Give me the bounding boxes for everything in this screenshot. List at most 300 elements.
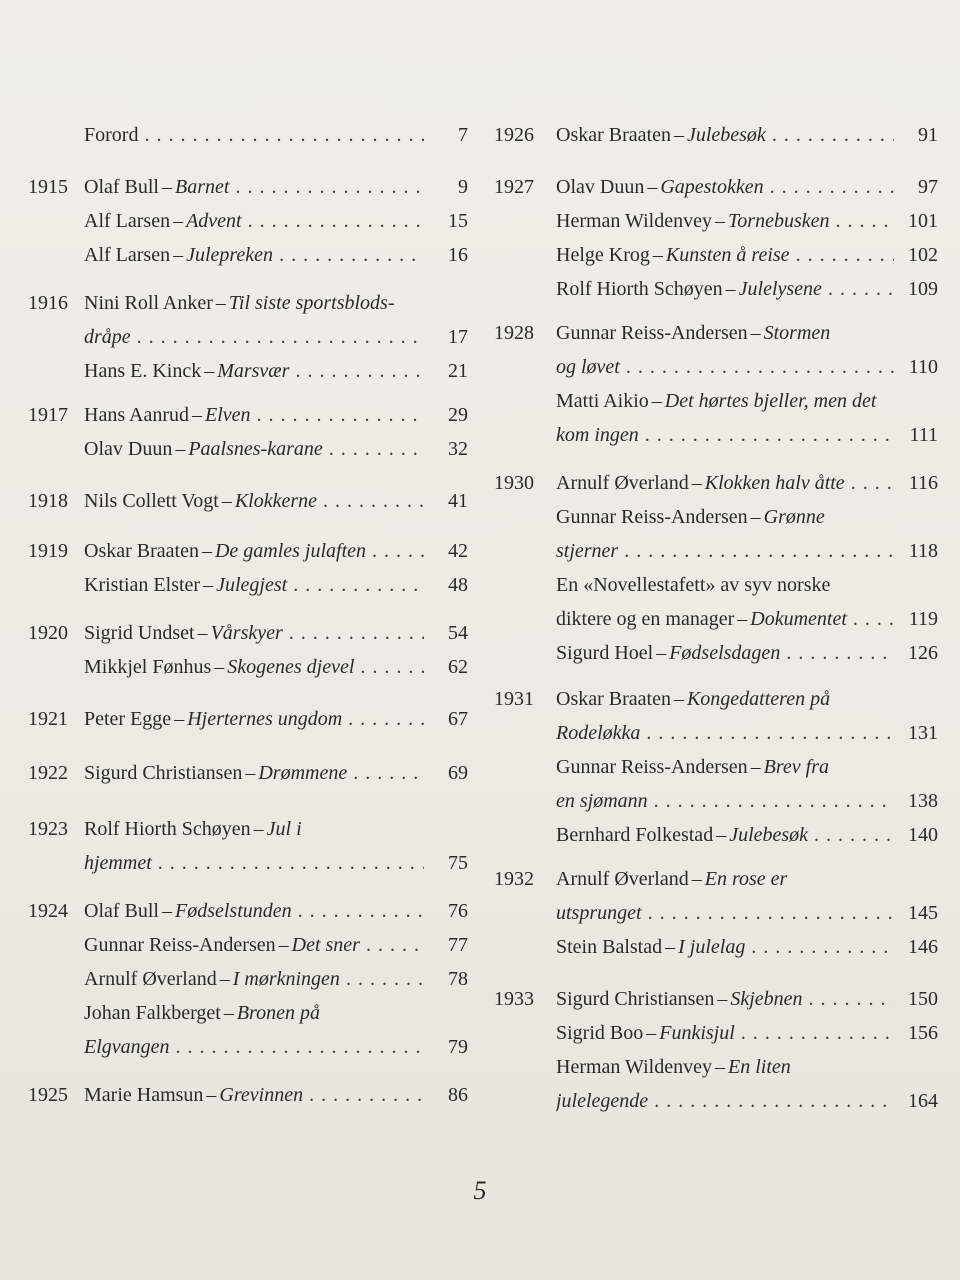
dot-leader: [273, 238, 424, 272]
entry-author: Forord: [84, 124, 139, 146]
toc-entry[interactable]: [84, 1078, 468, 1112]
entry-author: Olav Duun: [84, 438, 173, 460]
entry-page-number: 86: [448, 1084, 468, 1106]
entry-line: [84, 1078, 468, 1112]
entry-title: Julebesøk: [729, 824, 809, 846]
entry-title: Rodeløkka: [556, 722, 641, 744]
dot-leader: [648, 1084, 894, 1118]
section-year: 1924: [28, 900, 68, 922]
entry-title: Dokumentet: [750, 608, 847, 630]
entry-page-number: 126: [908, 642, 938, 664]
entry-dash: –: [278, 934, 289, 956]
entry-title: Marsvær: [217, 360, 290, 382]
dot-leader: [780, 636, 894, 670]
entry-dash: –: [652, 244, 663, 266]
dot-leader: [745, 930, 894, 964]
entry-title: Kunsten å reise: [665, 244, 790, 266]
toc-entry[interactable]: [84, 616, 468, 650]
entry-line: [84, 996, 468, 1030]
entry-page-number: 42: [448, 540, 468, 562]
entry-dash: –: [223, 1002, 234, 1024]
entry-page-number: 16: [448, 244, 468, 266]
dot-leader: [283, 616, 424, 650]
entry-author: Rolf Hiorth Schøyen: [84, 818, 251, 840]
section-year: 1927: [494, 176, 534, 198]
section-year: 1928: [494, 322, 534, 344]
entry-author: Oskar Braaten: [556, 688, 671, 710]
entry-author: Nils Collett Vogt: [84, 490, 219, 512]
entry-title: Drømmene: [258, 762, 348, 784]
entry-dash: –: [197, 622, 208, 644]
entry-line: [556, 982, 938, 1016]
entry-dash: –: [656, 642, 667, 664]
entry-list: [556, 682, 938, 852]
entry-line: [84, 204, 468, 238]
entry-line: [84, 432, 468, 466]
entry-page-number: 21: [448, 360, 468, 382]
entry-line: [84, 846, 468, 880]
entry-list: [84, 702, 468, 736]
entry-list: [556, 982, 938, 1118]
entry-list: [556, 118, 938, 152]
entry-author: Gunnar Reiss-Andersen: [556, 756, 748, 778]
toc-entry[interactable]: [84, 286, 468, 354]
toc-entry[interactable]: [556, 1050, 938, 1118]
toc-entry[interactable]: [556, 466, 938, 500]
entry-line: [556, 350, 938, 384]
entry-author: Oskar Braaten: [84, 540, 199, 562]
entry-page-number: 78: [448, 968, 468, 990]
toc-entry[interactable]: [84, 702, 468, 736]
dot-leader: [138, 118, 424, 152]
entry-dash: –: [737, 608, 748, 630]
entry-list: [84, 398, 468, 466]
dot-leader: [340, 962, 424, 996]
dot-leader: [323, 432, 424, 466]
entry-page-number: 32: [448, 438, 468, 460]
section-year: 1925: [28, 1084, 68, 1106]
toc-entry[interactable]: [556, 568, 938, 636]
entry-author: Olaf Bull: [84, 176, 159, 198]
entry-list: [556, 170, 938, 306]
entry-title: Klokkerne: [234, 490, 318, 512]
entry-list: [84, 118, 468, 152]
dot-leader: [289, 354, 424, 388]
entry-title: Grønne: [763, 506, 825, 528]
dot-leader: [829, 204, 894, 238]
entry-title: Funkisjul: [659, 1022, 735, 1044]
entry-line: [556, 716, 938, 750]
toc-entry[interactable]: [84, 756, 468, 790]
entry-title: Grevinnen: [219, 1084, 304, 1106]
toc-entry[interactable]: [84, 650, 468, 684]
section-year: 1932: [494, 868, 534, 890]
entry-title: Gapestokken: [660, 176, 764, 198]
entry-title: Klokken halv åtte: [704, 472, 845, 494]
toc-entry[interactable]: [84, 996, 468, 1064]
toc-entry[interactable]: [84, 534, 468, 568]
entry-author: Gunnar Reiss-Andersen: [556, 506, 748, 528]
entry-page-number: 17: [448, 326, 468, 348]
entry-title: Det hørtes bjeller, men det: [664, 390, 877, 412]
entry-line: [84, 238, 468, 272]
entry-page-number: 119: [908, 608, 938, 630]
entry-line: [84, 286, 468, 320]
entry-line: [556, 272, 938, 306]
entry-list: [84, 534, 468, 602]
dot-leader: [347, 756, 424, 790]
entry-page-number: 76: [448, 900, 468, 922]
dot-leader: [803, 982, 894, 1016]
dot-leader: [735, 1016, 894, 1050]
entry-line: [84, 650, 468, 684]
entry-dash: –: [203, 574, 214, 596]
dot-leader: [766, 118, 894, 152]
entry-author: Olav Duun: [556, 176, 645, 198]
entry-dash: –: [214, 656, 225, 678]
toc-entry[interactable]: [556, 204, 938, 238]
entry-author: Matti Aikio: [556, 390, 649, 412]
entry-author: Nini Roll Anker: [84, 292, 213, 314]
entry-title: stjerner: [556, 540, 619, 562]
entry-line: [556, 930, 938, 964]
dot-leader: [287, 568, 424, 602]
toc-entry[interactable]: [556, 118, 938, 152]
entry-line: [84, 534, 468, 568]
entry-title: Til siste sportsblods-: [228, 292, 395, 314]
entry-author: Gunnar Reiss-Andersen: [84, 934, 276, 956]
entry-line: [556, 384, 938, 418]
entry-line: [556, 682, 938, 716]
dot-leader: [303, 1078, 424, 1112]
entry-page-number: 48: [448, 574, 468, 596]
entry-page-number: 146: [908, 936, 938, 958]
entry-page-number: 29: [448, 404, 468, 426]
entry-line: [84, 962, 468, 996]
toc-entry[interactable]: [556, 930, 938, 964]
entry-dash: –: [204, 360, 215, 382]
entry-page-number: 109: [908, 278, 938, 300]
entry-dash: –: [651, 390, 662, 412]
toc-entry[interactable]: [556, 682, 938, 750]
entry-title: Kongedatteren på: [686, 688, 831, 710]
toc-entry[interactable]: [556, 750, 938, 818]
entry-author: Peter Egge: [84, 708, 172, 730]
entry-line: [556, 896, 938, 930]
entry-line: [556, 818, 938, 852]
section-year: 1917: [28, 404, 68, 426]
entry-title: Julepreken: [186, 244, 274, 266]
entry-list: [84, 756, 468, 790]
entry-dash: –: [715, 210, 725, 232]
entry-line: [556, 118, 938, 152]
section-year: 1918: [28, 490, 68, 512]
entry-line: [84, 568, 468, 602]
entry-line: [84, 170, 468, 204]
entry-list: [556, 862, 938, 964]
entry-author: Sigurd Hoel: [556, 642, 654, 664]
entry-title: utsprunget: [556, 902, 642, 924]
entry-title: Julegjest: [216, 574, 288, 596]
entry-author: Rolf Hiorth Schøyen: [556, 278, 723, 300]
entry-line: [556, 418, 938, 452]
entry-page-number: 91: [918, 124, 938, 146]
entry-title: Jul i: [266, 818, 302, 840]
entry-author: Sigurd Christiansen: [556, 988, 715, 1010]
dot-leader: [845, 466, 894, 500]
dot-leader: [847, 602, 894, 636]
toc-entry[interactable]: [556, 170, 938, 204]
entry-author: Mikkjel Fønhus: [84, 656, 212, 678]
toc-entry[interactable]: [84, 354, 468, 388]
entry-dash: –: [245, 762, 256, 784]
entry-author: En «Novellestafett» av syv norske: [556, 574, 831, 596]
dot-leader: [822, 272, 894, 306]
entry-line: [556, 784, 938, 818]
entry-title: I julelag: [678, 936, 746, 958]
entry-page-number: 97: [918, 176, 938, 198]
entry-author: Sigurd Christiansen: [84, 762, 243, 784]
toc-entry[interactable]: [556, 1016, 938, 1050]
entry-title: Stormen: [763, 322, 831, 344]
toc-entry[interactable]: [556, 636, 938, 670]
entry-dash: –: [162, 176, 172, 198]
entry-author: Arnulf Øverland: [556, 472, 689, 494]
dot-leader: [354, 650, 424, 684]
dot-leader: [342, 702, 424, 736]
entry-title: Paalsnes-karane: [188, 438, 323, 460]
entry-dash: –: [219, 968, 230, 990]
dot-leader: [640, 716, 894, 750]
page-number: 5: [473, 1176, 487, 1205]
entry-author: Olaf Bull: [84, 900, 159, 922]
entry-title: Barnet: [175, 176, 230, 198]
entry-author: Sigrid Boo: [556, 1022, 644, 1044]
entry-dash: –: [716, 824, 727, 846]
entry-line: [556, 170, 938, 204]
entry-line: [556, 466, 938, 500]
entry-line: [556, 862, 938, 896]
entry-line: [84, 354, 468, 388]
entry-dash: –: [174, 708, 185, 730]
dot-leader: [790, 238, 894, 272]
entry-dash: –: [206, 1084, 217, 1106]
section-year: 1923: [28, 818, 68, 840]
toc-entry[interactable]: [556, 272, 938, 306]
entry-author: Oskar Braaten: [556, 124, 671, 146]
entry-line: [556, 238, 938, 272]
entry-line: [556, 316, 938, 350]
dot-leader: [639, 418, 894, 452]
entry-title: Skogenes djevel: [227, 656, 355, 678]
entry-line: [84, 320, 468, 354]
entry-list: [84, 812, 468, 880]
section-year: 1916: [28, 292, 68, 314]
toc-entry[interactable]: [84, 928, 468, 962]
dot-leader: [366, 534, 424, 568]
toc-entry[interactable]: [556, 862, 938, 930]
entry-author: Marie Hamsun: [84, 1084, 204, 1106]
entry-title: en sjømann: [556, 790, 648, 812]
section-year: 1915: [28, 176, 68, 198]
toc-entry[interactable]: [84, 568, 468, 602]
dot-leader: [618, 534, 894, 568]
toc-entry[interactable]: [556, 384, 938, 452]
entry-author: Alf Larsen: [84, 244, 171, 266]
toc-entry[interactable]: [84, 812, 468, 880]
entry-title: En rose er: [704, 868, 788, 890]
toc-entry[interactable]: [84, 238, 468, 272]
entry-dash: –: [717, 988, 728, 1010]
entry-line: [84, 1030, 468, 1064]
entry-page-number: 156: [908, 1022, 938, 1044]
toc-entry[interactable]: [84, 170, 468, 204]
entry-dash: –: [750, 506, 761, 528]
entry-page-number: 79: [448, 1036, 468, 1058]
entry-dash: –: [173, 210, 184, 232]
entry-title: og løvet: [556, 356, 620, 378]
entry-title: kom ingen: [556, 424, 639, 446]
entry-line: [84, 616, 468, 650]
entry-title: dråpe: [84, 326, 131, 348]
entry-title: Fødselstunden: [175, 900, 292, 922]
entry-dash: –: [647, 176, 658, 198]
entry-title: Elgvangen: [84, 1036, 170, 1058]
entry-line: [556, 204, 938, 238]
entry-page-number: 75: [448, 852, 468, 874]
entry-line: [556, 1016, 938, 1050]
entry-page-number: 41: [448, 490, 468, 512]
entry-line: [556, 1050, 938, 1084]
toc-entry[interactable]: [556, 982, 938, 1016]
entry-author: Herman Wildenvey: [556, 1056, 712, 1078]
entry-title: Det sner: [291, 934, 360, 956]
entry-author: Hans E. Kinck: [84, 360, 202, 382]
entry-dash: –: [221, 490, 232, 512]
dot-leader: [251, 398, 424, 432]
entry-author: Stein Balstad: [556, 936, 663, 958]
entry-line: [556, 750, 938, 784]
dot-leader: [317, 484, 424, 518]
entry-page-number: 140: [908, 824, 938, 846]
entry-line: [84, 928, 468, 962]
entry-list: [84, 616, 468, 684]
entry-dash: –: [691, 472, 702, 494]
section-year: 1926: [494, 124, 534, 146]
entry-page-number: 15: [448, 210, 468, 232]
entry-title: hjemmet: [84, 852, 152, 874]
entry-title: De gamles julaften: [214, 540, 367, 562]
entry-dash: –: [215, 292, 226, 314]
entry-page-number: 62: [448, 656, 468, 678]
entry-dash: –: [173, 244, 184, 266]
entry-author: Helge Krog: [556, 244, 650, 266]
toc-entry[interactable]: [556, 316, 938, 384]
entry-list: [84, 484, 468, 518]
dot-leader: [764, 170, 894, 204]
entry-page-number: 118: [908, 540, 938, 562]
entry-author: Gunnar Reiss-Andersen: [556, 322, 748, 344]
toc-entry[interactable]: [556, 238, 938, 272]
entry-dash: –: [715, 1056, 725, 1078]
entry-dash: –: [175, 438, 186, 460]
entry-title: Elven: [204, 404, 251, 426]
entry-page-number: 67: [448, 708, 468, 730]
entry-page-number: 54: [448, 622, 468, 644]
entry-line: [84, 702, 468, 736]
dot-leader: [131, 320, 424, 354]
toc-entry[interactable]: [84, 432, 468, 466]
entry-page-number: 102: [908, 244, 938, 266]
entry-page-number: 9: [458, 176, 468, 198]
entry-dash: –: [725, 278, 736, 300]
entry-title: Julebesøk: [686, 124, 766, 146]
dot-leader: [808, 818, 894, 852]
toc-entry[interactable]: [84, 398, 468, 432]
entry-page-number: 110: [908, 356, 938, 378]
toc-entry[interactable]: [84, 484, 468, 518]
dot-leader: [170, 1030, 424, 1064]
entry-list: [556, 316, 938, 452]
entry-dash: –: [646, 1022, 657, 1044]
section-year: 1919: [28, 540, 68, 562]
entry-line: [84, 484, 468, 518]
dot-leader: [242, 204, 424, 238]
entry-line: [84, 894, 468, 928]
entry-dash: –: [750, 322, 761, 344]
dot-leader: [360, 928, 424, 962]
entry-title: I mørkningen: [232, 968, 340, 990]
entry-title: Bronen på: [236, 1002, 320, 1024]
entry-page-number: 131: [908, 722, 938, 744]
dot-leader: [152, 846, 424, 880]
entry-author: Hans Aanrud: [84, 404, 189, 426]
entry-page-number: 111: [909, 424, 938, 446]
entry-dash: –: [673, 688, 684, 710]
entry-line: [84, 756, 468, 790]
section-year: 1922: [28, 762, 68, 784]
toc-entry[interactable]: [84, 962, 468, 996]
toc-entry[interactable]: [556, 818, 938, 852]
entry-line: [84, 118, 468, 152]
entry-title: Vårskyer: [210, 622, 283, 644]
entry-line: [556, 602, 938, 636]
entry-title: Advent: [186, 210, 242, 232]
entry-author: Arnulf Øverland: [556, 868, 689, 890]
entry-author: Arnulf Øverland: [84, 968, 217, 990]
entry-page-number: 7: [458, 124, 468, 146]
toc-entry[interactable]: [84, 894, 468, 928]
entry-dash: –: [253, 818, 264, 840]
entry-dash: –: [673, 124, 684, 146]
section-year: 1920: [28, 622, 68, 644]
entry-list: [84, 286, 468, 388]
entry-list: [556, 466, 938, 670]
entry-line: [84, 812, 468, 846]
entry-author: Alf Larsen: [84, 210, 171, 232]
dot-leader: [642, 896, 894, 930]
toc-entry[interactable]: [84, 118, 468, 152]
entry-title: Julelysene: [738, 278, 822, 300]
section-year: 1921: [28, 708, 68, 730]
toc-entry[interactable]: [84, 204, 468, 238]
toc-entry[interactable]: [556, 500, 938, 568]
entry-line: [84, 398, 468, 432]
entry-author: Kristian Elster: [84, 574, 201, 596]
dot-leader: [620, 350, 894, 384]
entry-title: Skjebnen: [730, 988, 803, 1010]
entry-line: [556, 1084, 938, 1118]
